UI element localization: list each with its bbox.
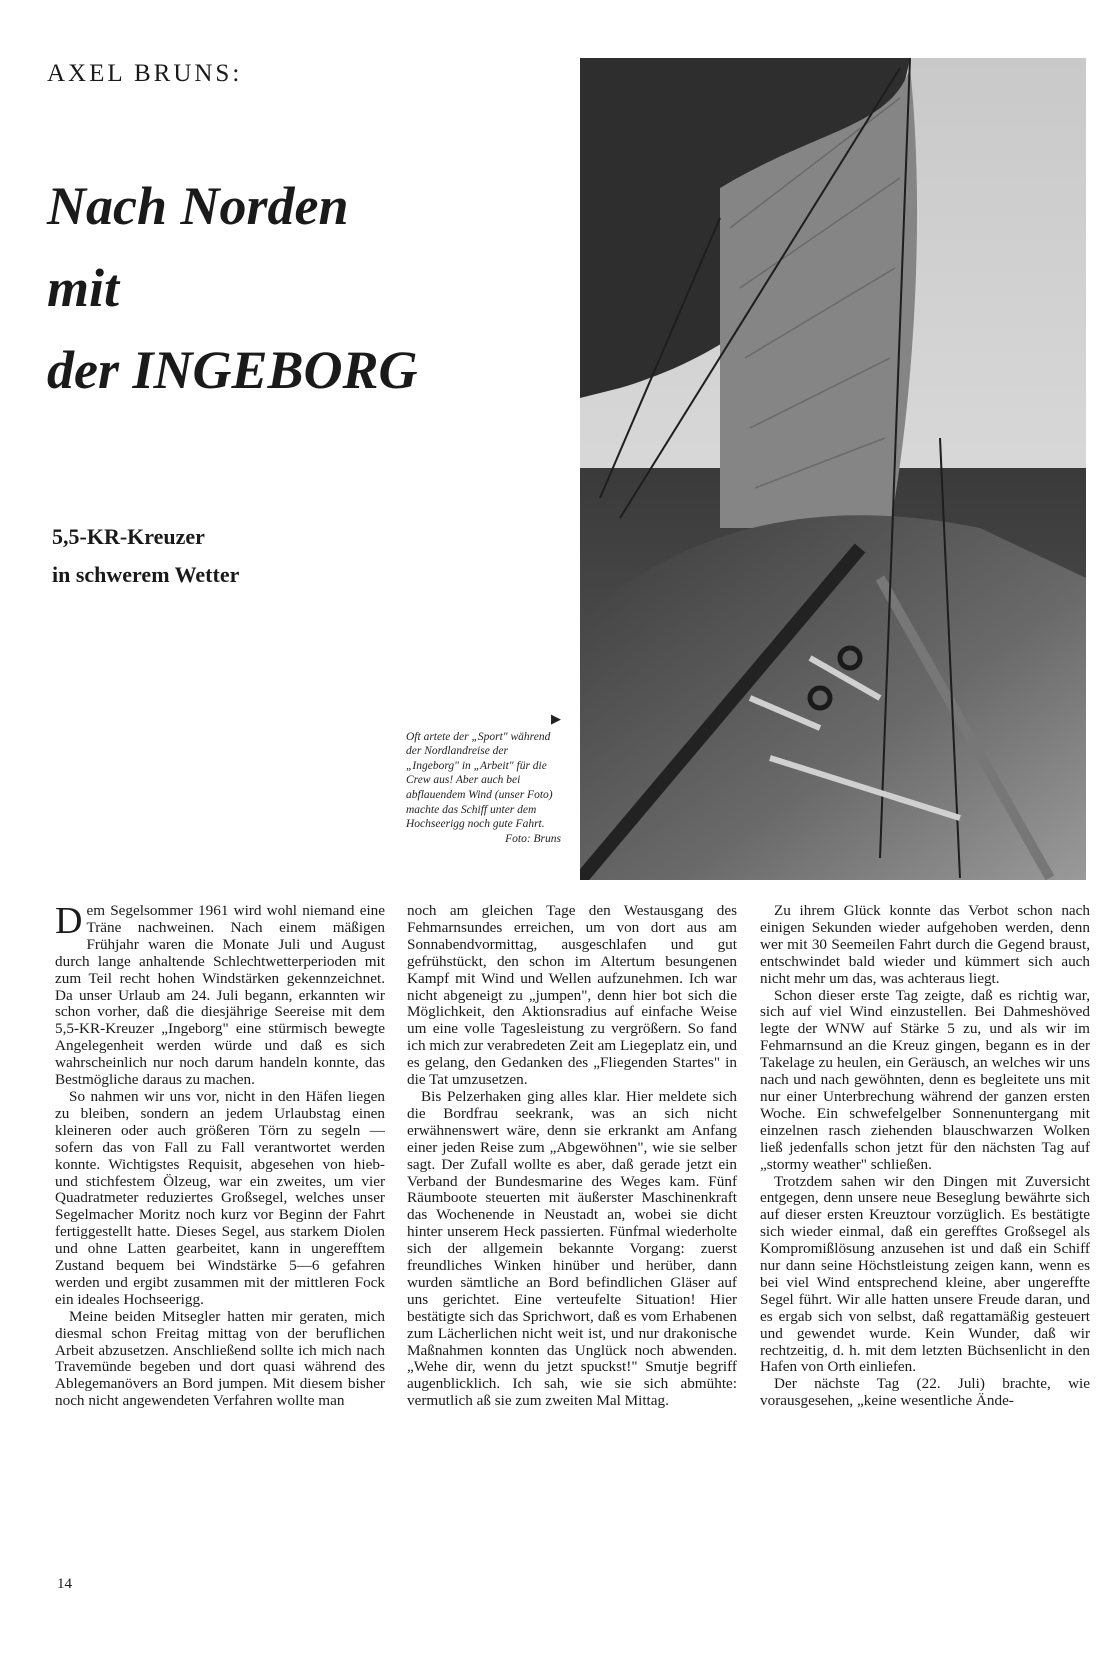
paragraph: Zu ihrem Glück konnte das Verbot schon nach einigen Sekunden wieder aufgehoben werden, denn wer mit 30 Seemeilen Fahrt durch die Gegend braust, entschwindet bald wieder und kümmert sich auch nicht mehr um das, was achteraus liegt. — [760, 902, 1090, 987]
paragraph: Trotzdem sahen wir den Dingen mit Zuversicht entgegen, denn unsere neue Beseglung bewährte sich auf dieser ersten Kreuztour vorzüglich. Es bestätigte sich wieder einmal, daß ein gerefftes Großsegel als Kompromißlösung anzusehen ist und daß ein Schiff nur dann seine Höchstleistung zeigen kann, wenn es bei viel Wind entsprechend kleine, aber ungereffte Segel führt. Wir alle hatten unsere Freude daran, und es ergab sich von selbst, daß regattamäßig gesteuert und gewendet wurde. Kein Wunder, daß wir rechtzeitig, d. h. mit dem letzten Büchsenlicht in den Hafen von Orth einliefen. — [760, 1172, 1090, 1376]
subtitle-line-1: 5,5-KR-Kreuzer — [52, 524, 205, 549]
article-column-3 — [760, 903, 1090, 1410]
caption-text: Oft artete der „Sport" während der Nordlandreise der „Ingeborg" in „Arbeit" für die Crew aus! Aber auch bei abflauendem Wind (unser Foto) machte das Schiff unter dem Hochseerigg noch gute Fahrt. — [406, 730, 553, 831]
paragraph: Meine beiden Mitsegler hatten mir geraten, mich diesmal schon Freitag mittag von der beruflichen Arbeit abzusetzen. Anschließend sollte ich mich nach Travemünde begeben und dort quasi während des Ablegemanövers an Bord jumpen. Mit diesem bisher noch nicht angewendeten Verfahren wollte man — [55, 1307, 385, 1410]
paragraph-text: em Segelsommer 1961 wird wohl niemand eine Träne nachweinen. Nach einem mäßigen Frühjahr waren die Monate Juli und August durch lange anhaltende Schlechtwetterperioden mit zum Teil recht hohen Windstärken gekennzeichnet. Da unser Urlaub am 24. Juli begann, erkannten wir schon vorher, daß die diesjährige Seereise mit dem 5,5-KR-Kreuzer „Ingeborg" eine stürmisch bewegte Angelegenheit werden würde und daß es sich wahrscheinlich nur noch darum handeln konnte, das Bestmögliche daraus zu machen. — [55, 902, 385, 1089]
photo-caption — [406, 712, 561, 846]
title-line-2: mit — [47, 258, 120, 318]
paragraph — [55, 900, 385, 1089]
sailboat-photo — [580, 58, 1086, 880]
title-line-1: Nach Norden — [47, 176, 349, 236]
drop-cap: D — [55, 900, 83, 942]
title-line-3: der INGEBORG — [47, 340, 418, 400]
article-column-2 — [407, 903, 737, 1410]
paragraph: noch am gleichen Tage den Westausgang des Fehmarnsundes erreichen, um von dort aus am Sonnabendvormittag, ausgeschlafen und gut gefrühstückt, den schon im Altertum besungenen Kampf mit Wind und Wellen aufzunehmen. Ich war nicht abgeneigt zu „jumpen", denn hier bot sich die Möglichkeit, den Aktionsradius auf einfache Weise um eine volle Tagesleistung zu vergrößern. So fand ich mich zur verabredeten Zeit am Liegeplatz ein, und es gelang, den Gedanken des „Fliegenden Startes" in die Tat umzusetzen. — [407, 902, 737, 1089]
author-name: AXEL BRUNS: — [47, 60, 243, 87]
caption-arrow-icon: ▶ — [551, 711, 561, 726]
photo-credit: Foto: Bruns — [505, 832, 561, 845]
paragraph: Schon dieser erste Tag zeigte, daß es richtig war, sich auf viel Wind einzustellen. Bei Dahmeshöved legte der WNW auf Stärke 5 zu, und als wir im Fehmarnsund an die Kreuz gingen, begann es in der Takelage zu heulen, ein Geräusch, an welches wir uns nach und nach gewöhnten, denn es begleitete uns mit nur einer Unterbrechung während der ganzen ersten Woche. Ein schwefelgelber Sonnenuntergang mit einzelnen rasch ziehenden blauschwarzen Wolken ließ jedenfalls schon jetzt für den nächsten Tag auf „stormy weather" schließen. — [760, 986, 1090, 1173]
paragraph: Der nächste Tag (22. Juli) brachte, wie vorausgesehen, „keine wesentliche Ände- — [760, 1375, 1090, 1410]
article-column-1 — [55, 900, 385, 1410]
page-number: 14 — [57, 1576, 72, 1592]
paragraph: Bis Pelzerhaken ging alles klar. Hier meldete sich die Bordfrau seekrank, was an sich nicht erwähnenswert wäre, denn sie erkrankt am Anfang einer jeden Reise zum „Abgewöhnen", wie sie selber sagt. Der Zufall wollte es aber, daß gerade jetzt ein Verband der Bundesmarine des Weges kam. Fünf Räumboote steuerten mit äußerster Maschinenkraft das Wochenende in Neustadt an, wobei sie dicht hinter unserem Heck passierten. Fünfmal wiederholte sich der allgemein bekannte Vorgang: zuerst freundliches Winken hinüber und herüber, dann wurden sämtliche an Bord befindlichen Gläser auf uns gerichtet. Eine verteufelte Situation! Hier bestätigte sich das Sprichwort, daß es vom Erhabenen zum Lächerlichen nicht weit ist, und nur drakonische Maßnahmen konnten das Unglück noch abwenden. „Wehe dir, wenn du jetzt spuckst!" Smutje begriff augenblicklich. Ich sah, wie sie sich abmühte: vermutlich aß sie zum zweiten Mal Mittag. — [407, 1087, 737, 1410]
article-title — [47, 165, 567, 411]
subtitle-line-2: in schwerem Wetter — [52, 562, 240, 587]
paragraph: So nahmen wir uns vor, nicht in den Häfen liegen zu bleiben, sondern an jedem Urlaubstag einen kleineren oder auch größeren Törn zu segeln — sofern das von Fall zu Fall verantwortet werden konnte. Wichtigstes Requisit, abgesehen von hieb- und stichfestem Ölzeug, war ein zweites, um vier Quadratmeter reduziertes Großsegel, welches unser Segelmacher Moritz noch kurz vor Beginn der Fahrt fertiggestellt hatte. Dieses Segel, aus starkem Diolen und ohne Latten gearbeitet, kann in ungerefftem Zustand bequem bei Windstärke 5—6 gefahren werden und ergibt zusammen mit der mittleren Fock ein ideales Hochseerigg. — [55, 1087, 385, 1308]
sailboat-photo-illustration — [580, 58, 1086, 880]
article-subtitle — [52, 518, 452, 594]
